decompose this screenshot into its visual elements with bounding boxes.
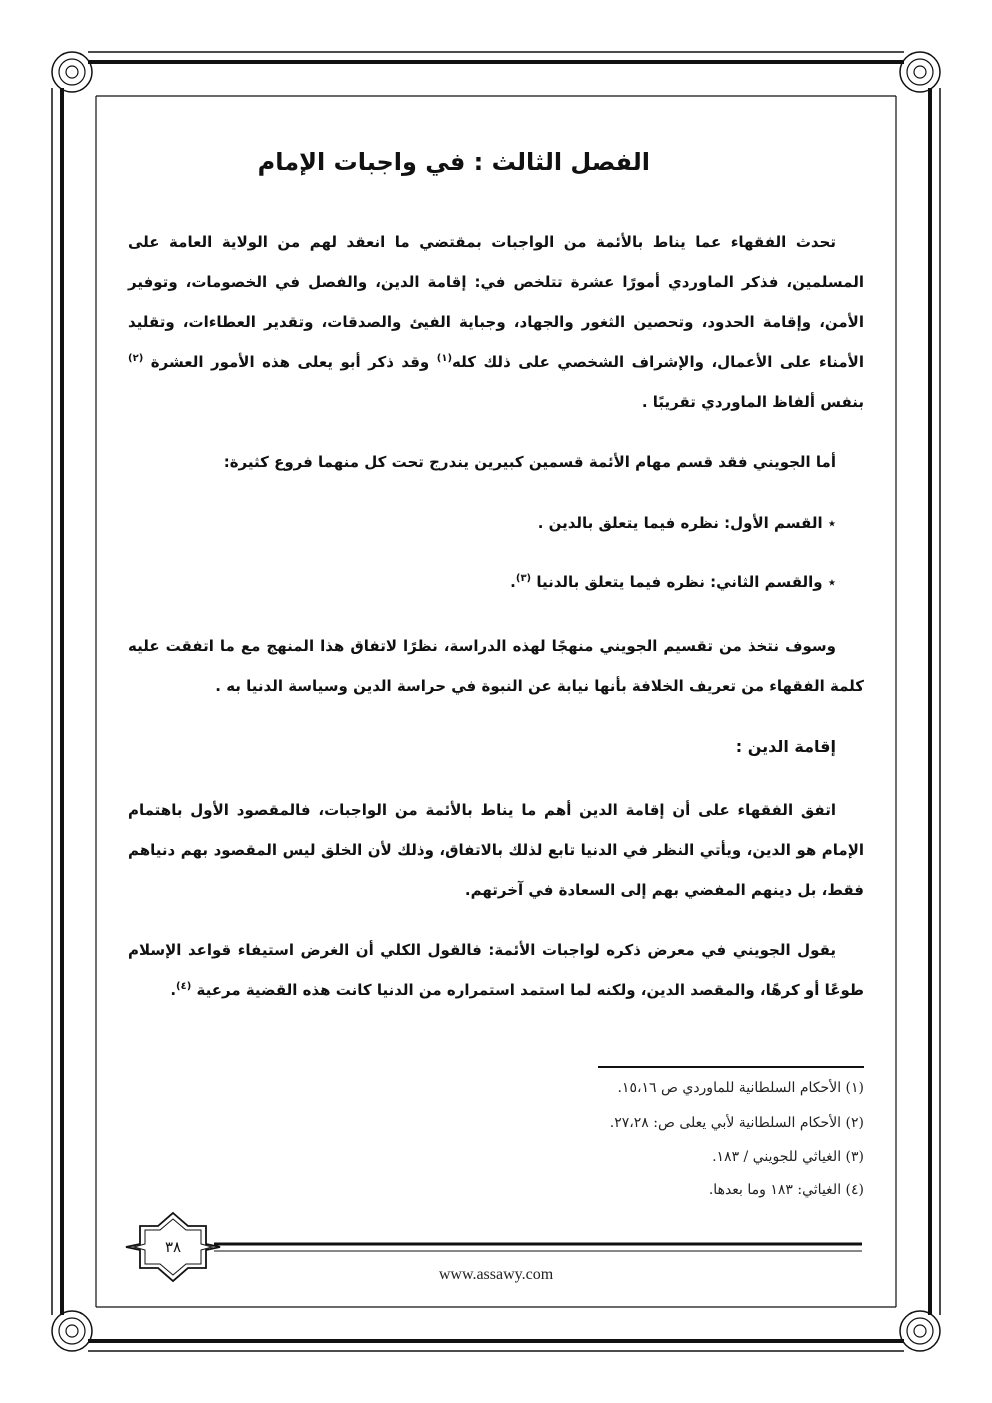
footnote-ref-2[interactable]: (٢) [128,353,144,364]
footnote-3: (٣) الغياثي للجويني / ١٨٣. [712,1149,864,1165]
paragraph-3: وسوف نتخذ من تقسيم الجويني منهجًا لهذه الدراسة، نظرًا لاتفاق هذا المنهج مع ما اتفقت عليه كلمة الفقهاء من تعريف الخلافة بأنها نيابة عن النبوة في حراسة الدين وسياسة الدنيا به . [128,637,864,695]
footnote-ref-4[interactable]: (٤) [176,981,192,992]
footnote-ref-3[interactable]: (٣) [515,573,532,584]
paragraph-1: تحدث الفقهاء عما يناط بالأئمة من الواجبات بمقتضي ما انعقد لهم من الولاية العامة على المسلمين، فذكر الماوردي أمورًا عشرة تتلخص في: إقامة الدين، والفصل في الخصومات، وتوفير الأمن، وإقامة الحدود، وتحصين الثغور والجهاد، وجباية الفيئ والصدقات، وتقدير العطاءات، وتقليد الأمناء على الأعمال، والإشراف الشخصي على ذلك كله$^{(١)}$ وقد ذكر أبو يعلى هذه الأمور العشرة $^{(٢)}$ بنفس ألفاظ الماوردي تقريبًا . [128,233,864,411]
paragraph-2: أما الجويني فقد قسم مهام الأئمة قسمين كبيرين يندرج تحت كل منهما فروع كثيرة: [223,453,836,471]
footnote-separator [598,1066,864,1068]
page-number: ٣٨ [164,1238,182,1256]
footnote-ref-1[interactable]: (١) [436,353,453,364]
section-heading: إقامة الدين : [735,737,836,756]
page-title: الفصل الثالث : في واجبات الإمام [257,148,650,176]
paragraph-4: اتفق الفقهاء على أن إقامة الدين أهم ما يناط بالأئمة من الواجبات، فالمقصود الأول باهتمام الإمام هو الدين، ويأتي النظر في الدنيا تابع لذلك بالاتفاق، وذلك لأن الخلق ليس المقصود بهم دنياهم فقط، بل دينهم المفضي بهم إلى السعادة في آخرتهم. [128,801,864,899]
bullet-item-2: ٭ والقسم الثاني: نظره فيما يتعلق بالدنيا $^{(٣)}$. [510,573,836,591]
bullet-item-1: ٭ القسم الأول: نظره فيما يتعلق بالدين . [537,514,836,532]
paragraph-5: يقول الجويني في معرض ذكره لواجبات الأئمة: فالقول الكلي أن الغرض استيفاء قواعد الإسلام طوعًا أو كرهًا، والمقصد الدين، ولكنه لما استمد استمراره من الدنيا كانت هذه القضية مرعية $^{(٤)}$. [128,941,864,999]
website-url[interactable]: www.assawy.com [438,1266,554,1283]
footnote-1: (١) الأحكام السلطانية للماوردي ص ١٥،١٦. [617,1080,864,1096]
footnote-2: (٢) الأحكام السلطانية لأبي يعلى ص: ٢٧،٢٨. [609,1115,864,1131]
footnote-4: (٤) الغياثي: ١٨٣ وما بعدها. [708,1182,864,1198]
